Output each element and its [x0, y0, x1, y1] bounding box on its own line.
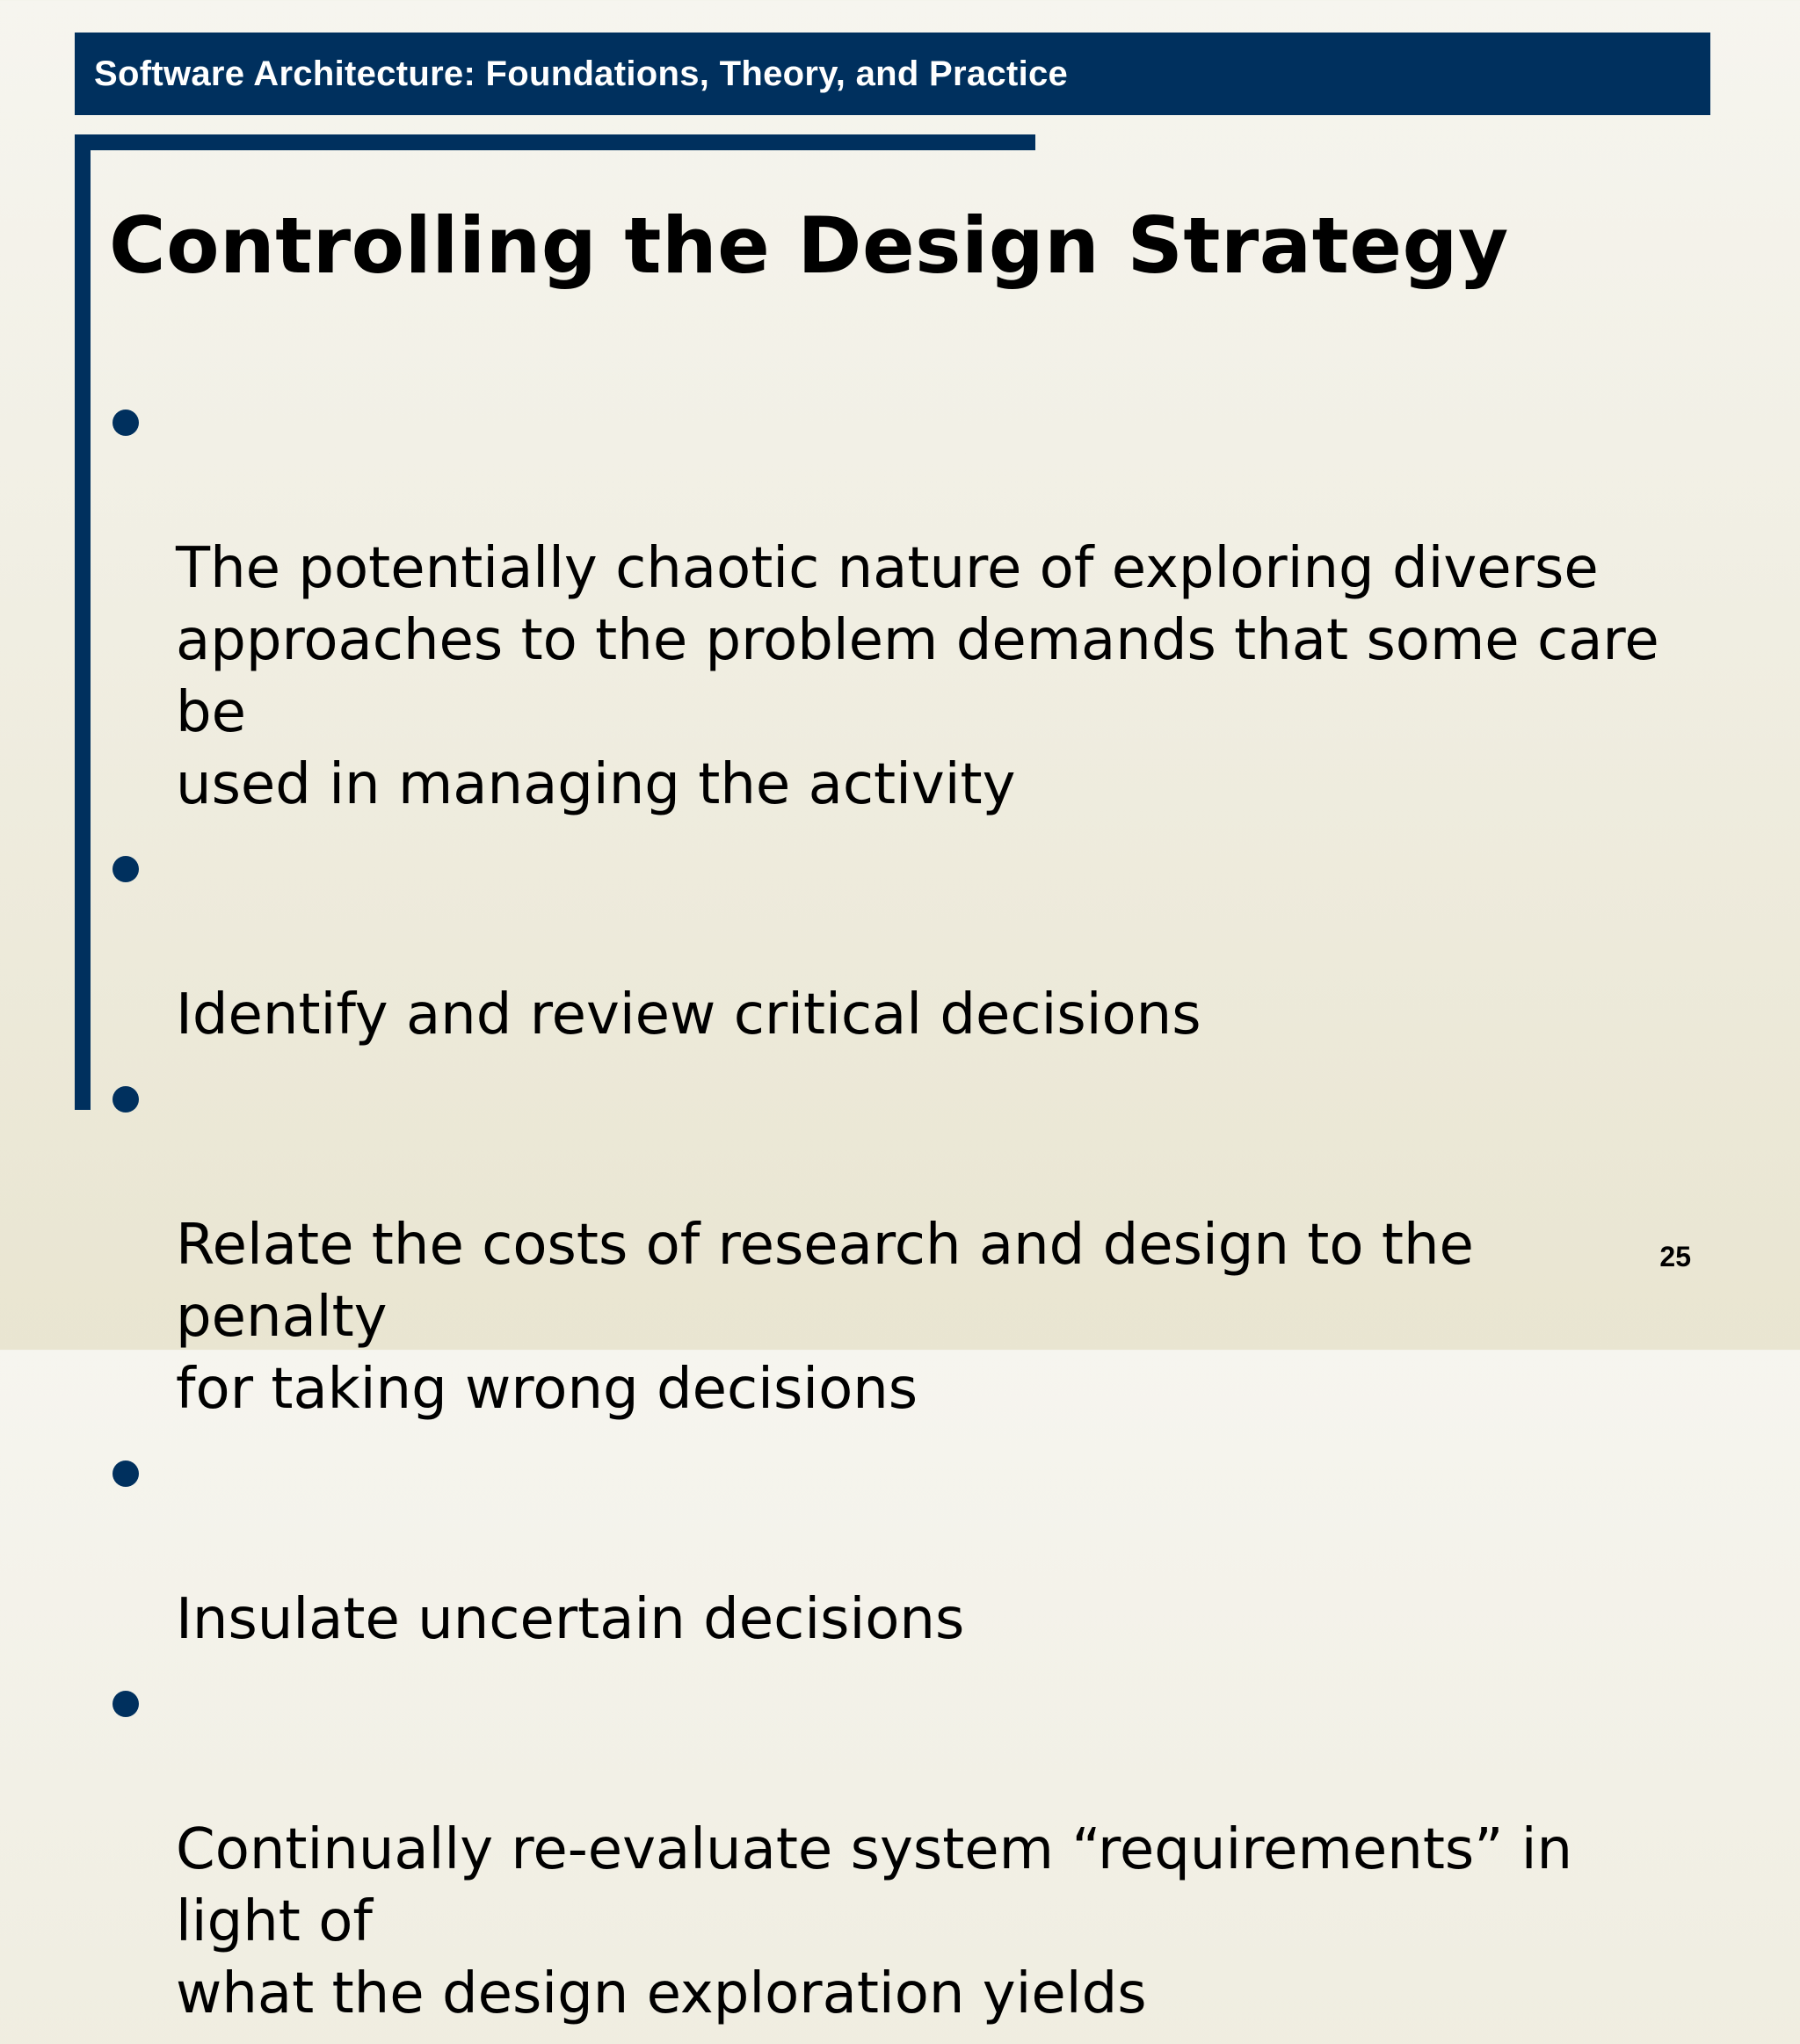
bullet-text: Identify and review critical decisions: [176, 982, 1201, 1047]
bullet-dot-icon: [112, 1461, 139, 1487]
bullet-item: [109, 1670, 1691, 2030]
bullet-item: [109, 835, 1691, 1051]
bullet-dot-icon: [112, 1691, 139, 1717]
slide-title: Controlling the Design Strategy: [109, 200, 1509, 291]
header-bar: [75, 33, 1710, 115]
bullet-dot-icon: [112, 856, 139, 882]
bullet-dot-icon: [112, 1086, 139, 1113]
bullet-item: [109, 1065, 1691, 1425]
bullet-text: The potentially chaotic nature of exploring diverse approaches to the problem demands that some care be used in managing the activity: [176, 536, 1659, 817]
bullet-text: Insulate uncertain decisions: [176, 1587, 965, 1652]
course-title: Software Architecture: Foundations, Theory, and Practice: [94, 54, 1069, 93]
title-frame-top-rule: [75, 134, 1035, 150]
bullet-text: Continually re-evaluate system “requirements” in light of what the design exploration yields: [176, 1817, 1573, 2026]
bullet-text: Relate the costs of research and design to the penalty for taking wrong decisions: [176, 1213, 1474, 1422]
bullet-item: [109, 1439, 1691, 1656]
bullet-item: [109, 388, 1691, 821]
page-number: 25: [1659, 1241, 1691, 1272]
bullet-list: [109, 388, 1691, 2044]
content-frame-left-rule: [75, 134, 91, 1110]
bullet-dot-icon: [112, 410, 139, 436]
